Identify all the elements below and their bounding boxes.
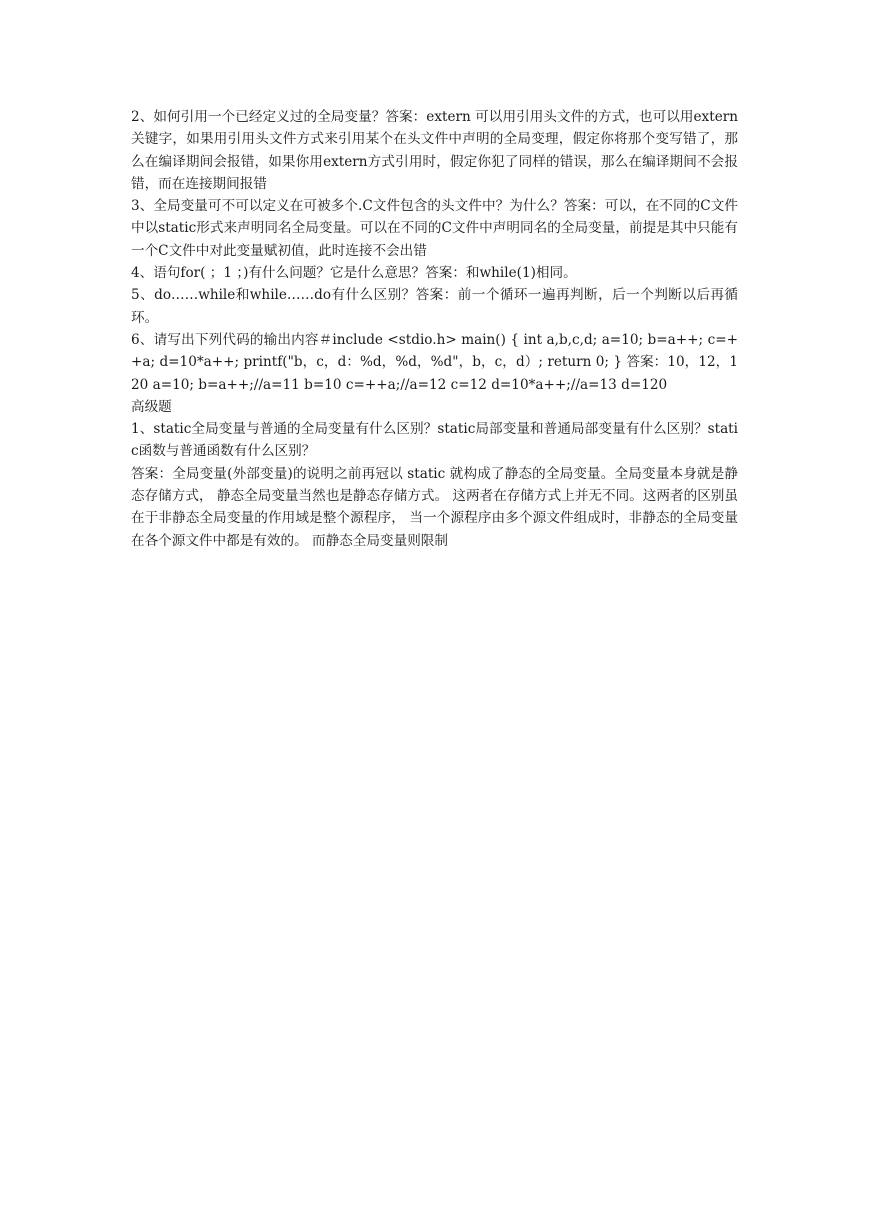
paragraph-question-5: 5、do……while和while……do有什么区别？答案：前一个循环一遍再判断，后一个判断以后再循环。 [131, 287, 738, 326]
paragraph-advanced-answer-1: 答案：全局变量(外部变量)的说明之前再冠以 static 就构成了静态的全局变量。全局变量本身就是静态存储方式， 静态全局变量当然也是静态存储方式。 这两者在存储方式上并无不同。这两者的区别虽在于非静态全局变量的作用域是整个源程序， 当一个源程序由多个源文件组成时，非静态的全局变量在各个源文件中都是有效的。 而静态全局变量则限制 [131, 465, 738, 549]
paragraph-question-2: 2、如何引用一个已经定义过的全局变量？答案：extern 可以用引用头文件的方式，也可以用extern关键字，如果用引用头文件方式来引用某个在头文件中声明的全局变理，假定你将那个变写错了，那么在编译期间会报错，如果你用extern方式引用时，假定你犯了同样的错误，那么在编译期间不会报错，而在连接期间报错 [131, 109, 738, 192]
paragraph-question-6: 6、请写出下列代码的输出内容＃include <stdio.h> main() { int a,b,c,d; a=10; b=a++; c=++a; d=10*a++; printf("b，c，d：%d，%d，%d"，b，c，d）; return 0; } 答案：10，12，120 a=10; b=a++;//a=11 b=10 c=++a;//a=12 c=12 d=10*a++;//a=13 d=120 [131, 331, 738, 393]
section-heading-advanced: 高级题 [131, 398, 172, 415]
paragraph-question-3: 3、全局变量可不可以定义在可被多个.C文件包含的头文件中？为什么？答案：可以，在不同的C文件中以static形式来声明同名全局变量。可以在不同的C文件中声明同名的全局变量，前提是其中只能有一个C文件中对此变量赋初值，此时连接不会出错 [131, 198, 738, 259]
paragraph-advanced-question-1: 1、static全局变量与普通的全局变量有什么区别？static局部变量和普通局部变量有什么区别？static函数与普通函数有什么区别？ [131, 421, 738, 460]
document-body [131, 106, 738, 552]
paragraph-question-4: 4、语句for( ；1 ；)有什么问题？它是什么意思？答案：和while(1)相同。 [131, 265, 577, 282]
